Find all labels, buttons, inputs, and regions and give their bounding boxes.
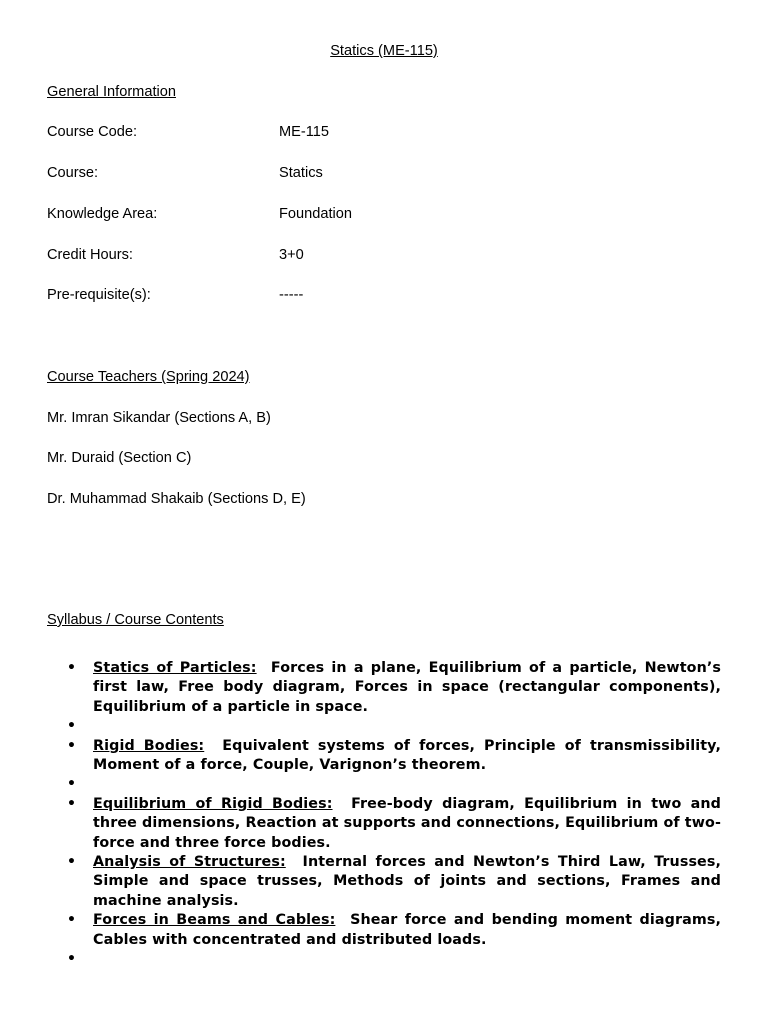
info-value: 3+0 bbox=[279, 247, 304, 263]
info-row-course bbox=[47, 165, 727, 185]
syllabus-item-empty bbox=[0, 717, 768, 736]
bullet-icon: • bbox=[67, 854, 77, 871]
syllabus-item bbox=[0, 737, 768, 776]
syllabus-text: Shear force and bending moment diagrams, Cables with concentrated and distributed loads. bbox=[93, 912, 721, 948]
syllabus-text: Forces in a plane, Equilibrium of a particle, Newton’s first law, Free body diagram, Forces in space (rectangular components), Equilibrium of a particle in space. bbox=[93, 660, 722, 715]
syllabus-item bbox=[0, 911, 768, 950]
document-title: Statics (ME-115) bbox=[330, 43, 438, 59]
bullet-icon: • bbox=[67, 660, 77, 676]
syllabus-topic: Rigid Bodies: bbox=[93, 737, 205, 754]
bullet-icon: • bbox=[67, 718, 77, 735]
syllabus-item bbox=[0, 853, 768, 911]
info-label: Course Code: bbox=[47, 124, 138, 140]
bullet-icon: • bbox=[67, 737, 77, 754]
info-value: Foundation bbox=[279, 206, 353, 222]
info-row-knowledge-area bbox=[47, 206, 727, 226]
syllabus-list bbox=[0, 659, 768, 969]
syllabus-text: Internal forces and Newton’s Third Law, Trusses, Simple and space trusses, Methods of joints and sections, Frames and machine analysis. bbox=[93, 854, 721, 909]
syllabus-heading: Syllabus / Course Contents bbox=[47, 612, 224, 628]
info-value: Statics bbox=[279, 165, 323, 181]
syllabus-item-empty bbox=[0, 950, 768, 969]
syllabus-item bbox=[0, 659, 768, 717]
syllabus-text: Equivalent systems of forces, Principle of transmissibility, Moment of a force, Couple, Varignon’s theorem. bbox=[93, 737, 721, 774]
general-info-heading: General Information bbox=[47, 84, 176, 100]
info-value: ME-115 bbox=[279, 124, 330, 140]
info-row-course-code bbox=[47, 124, 727, 144]
syllabus-topic: Analysis of Structures: bbox=[93, 854, 286, 871]
teacher-name: Mr. Imran Sikandar (Sections A, B) bbox=[47, 410, 271, 426]
bullet-icon: • bbox=[67, 951, 77, 968]
bullet-icon: • bbox=[67, 795, 77, 812]
syllabus-text: Free-body diagram, Equilibrium in two and three dimensions, Reaction at supports and connections, Equilibrium of two-force and three force bodies. bbox=[93, 795, 721, 851]
info-label: Course: bbox=[47, 165, 99, 181]
syllabus-topic: Statics of Particles: bbox=[93, 660, 257, 676]
info-value: ----- bbox=[279, 287, 304, 303]
info-row-prerequisites bbox=[47, 287, 727, 307]
syllabus-topic: Forces in Beams and Cables: bbox=[93, 912, 336, 929]
syllabus-item bbox=[0, 795, 768, 853]
teacher-name: Dr. Muhammad Shakaib (Sections D, E) bbox=[47, 491, 306, 507]
syllabus-topic: Equilibrium of Rigid Bodies: bbox=[93, 795, 333, 812]
course-teachers-heading: Course Teachers (Spring 2024) bbox=[47, 369, 250, 385]
bullet-icon: • bbox=[67, 776, 77, 793]
teacher-name: Mr. Duraid (Section C) bbox=[47, 450, 192, 466]
info-label: Credit Hours: bbox=[47, 247, 133, 263]
info-label: Knowledge Area: bbox=[47, 206, 158, 222]
info-row-credit-hours bbox=[47, 247, 727, 267]
bullet-icon: • bbox=[67, 912, 77, 929]
info-label: Pre-requisite(s): bbox=[47, 287, 151, 303]
syllabus-item-empty bbox=[0, 775, 768, 794]
